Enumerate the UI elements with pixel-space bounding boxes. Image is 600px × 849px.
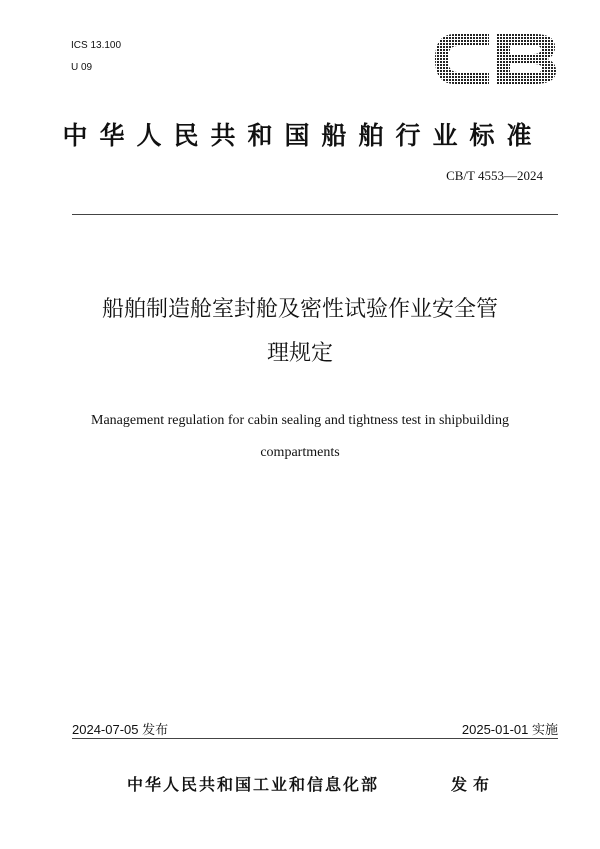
title-cn-line-2: 理规定 [266, 341, 333, 366]
footer-divider [72, 738, 558, 739]
ics-code: ICS 13.100 [71, 40, 122, 51]
implementation-date: 2025-01-01 实施 [461, 722, 558, 737]
title-en-line-1: Management regulation for cabin sealing and tightness test in shipbuilding [91, 413, 509, 428]
publish-label: 发布 [451, 775, 496, 794]
standard-category-title: 中华人民共和国船舶行业标准 [62, 121, 544, 150]
document-title-en [70, 405, 530, 469]
cb-logo [431, 28, 559, 90]
title-en-line-2: compartments [260, 445, 340, 460]
header-divider [72, 214, 558, 215]
issue-date: 2024-07-05 发布 [72, 722, 169, 737]
publisher-name: 中华人民共和国工业和信息化部 [127, 775, 380, 794]
document-title-cn [50, 288, 550, 376]
ccs-code: U 09 [71, 62, 93, 73]
standard-number: CB/T 4553—2024 [446, 168, 543, 183]
title-cn-line-1: 船舶制造舱室封舱及密性试验作业安全管 [101, 297, 498, 322]
